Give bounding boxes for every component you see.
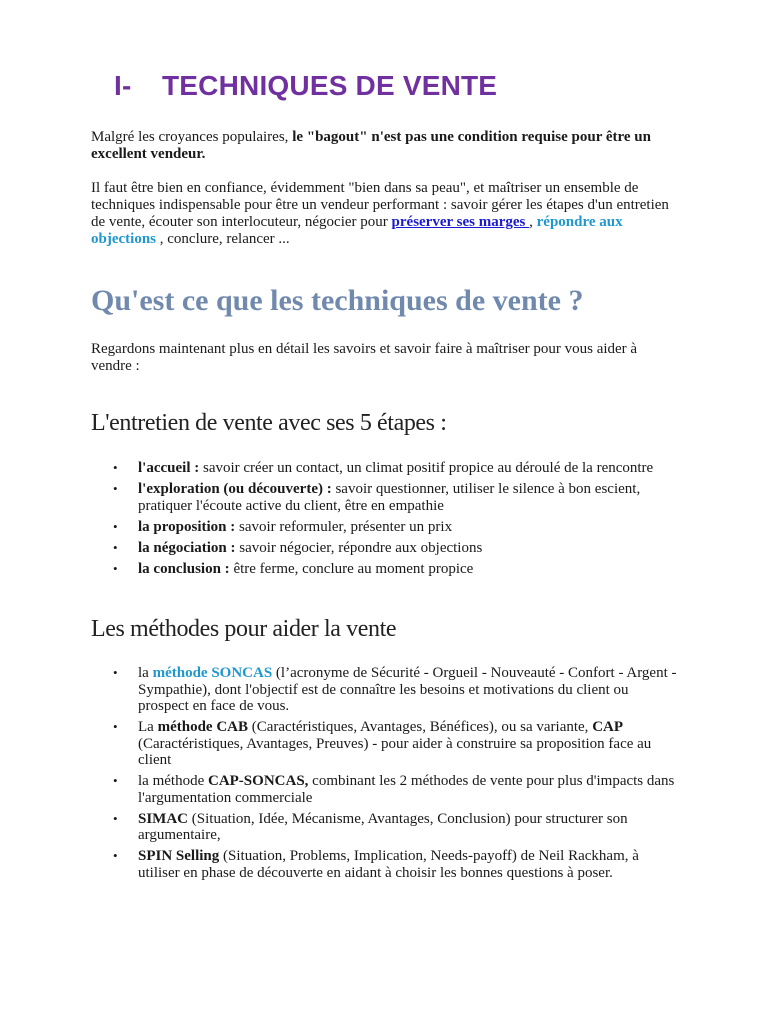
bullet: •	[113, 773, 118, 788]
method-prefix: la méthode	[138, 773, 208, 789]
method-desc: (l’acronyme de Sécurité - Orgueil - Nouveauté - Confort - Argent - Sympathie), dont l'objectif est de connaître les besoins et motivations du client ou prospect en face de vous.	[138, 665, 677, 714]
step-desc: savoir questionner, utiliser le silence à bon escient, pratiquer l'écoute active du client, être en empathie	[138, 481, 641, 514]
paragraph-text: Il faut être bien en confiance, évidemment "bien dans sa peau", et maîtriser un ensemble de techniques indispensable pour être un vendeur performant : savoir gérer les étapes d'un entretien de vente, écouter son interlocuteur, négocier pour	[91, 180, 669, 230]
method-variant-name: CAP	[592, 719, 624, 735]
method-name: SIMAC	[138, 810, 189, 827]
section-number: I-	[114, 70, 132, 101]
bullet: •	[113, 719, 118, 734]
page-title	[114, 70, 497, 102]
bullet: •	[113, 539, 118, 555]
method-desc: (Caractéristiques, Avantages, Bénéfices), ou sa variante,	[248, 719, 593, 735]
intro-text: Malgré les croyances populaires,	[91, 129, 293, 145]
step-desc: savoir négocier, répondre aux objections	[239, 539, 483, 556]
list-item	[91, 460, 681, 477]
step-term: la proposition :	[138, 518, 239, 535]
list-item	[91, 561, 681, 578]
method-desc: (Situation, Problems, Implication, Needs-payoff) de Neil Rackham, à utiliser en phase de découverte en aidant à choisir les bonnes questions à poser.	[138, 848, 639, 881]
bullet: •	[113, 460, 118, 475]
intro-paragraph	[91, 129, 681, 163]
step-term: l'accueil :	[138, 460, 203, 476]
subheading-steps: L'entretien de vente avec ses 5 étapes :	[91, 410, 447, 436]
paragraph-tail: , conclure, relancer ...	[156, 231, 290, 247]
step-term: l'exploration (ou découverte) :	[138, 481, 336, 497]
bullet: •	[113, 848, 118, 863]
list-item	[91, 519, 681, 536]
steps-list	[91, 460, 681, 582]
intro-section-paragraph: Regardons maintenant plus en détail les savoirs et savoir faire à maîtriser pour vous aider à vendre :	[91, 341, 638, 374]
method-prefix: la	[138, 665, 153, 681]
bullet: •	[113, 810, 118, 826]
method-name: méthode CAB	[157, 719, 248, 735]
confidence-paragraph	[91, 180, 681, 248]
step-term: la négociation :	[138, 539, 240, 556]
method-desc: (Situation, Idée, Mécanisme, Avantages, Conclusion) pour structurer son argumentaire,	[138, 810, 628, 843]
bullet: •	[113, 481, 118, 496]
step-term: la conclusion :	[138, 560, 234, 577]
methode-soncas-link[interactable]: méthode SONCAS	[152, 665, 273, 681]
list-item	[91, 719, 681, 769]
list-item	[91, 811, 681, 844]
bullet: •	[113, 560, 118, 576]
list-item	[91, 665, 681, 715]
step-desc: savoir reformuler, présenter un prix	[239, 518, 453, 535]
list-item	[91, 773, 681, 806]
step-desc: être ferme, conclure au moment propice	[233, 560, 474, 577]
subheading-methods: Les méthodes pour aider la vente	[91, 616, 397, 642]
separator-text: ,	[529, 214, 537, 230]
preserver-marges-link[interactable]: préserver ses marges	[391, 214, 530, 230]
repondre-objections-link[interactable]: répondre aux objections	[91, 214, 623, 247]
methods-list	[91, 665, 681, 886]
list-item	[91, 540, 681, 557]
list-item	[91, 848, 681, 881]
method-prefix: La	[138, 719, 158, 735]
step-desc: savoir créer un contact, un climat positif propice au déroulé de la rencontre	[202, 460, 654, 476]
method-desc: (Caractéristiques, Avantages, Preuves) - pour aider à construire sa proposition face au client	[138, 735, 652, 768]
intro-bold-text: le "bagout" n'est pas une condition requise pour être un excellent vendeur.	[91, 129, 651, 162]
bullet: •	[113, 518, 118, 534]
method-name: CAP-SONCAS,	[207, 773, 309, 789]
method-name: SPIN Selling	[138, 848, 220, 864]
method-desc: combinant les 2 méthodes de vente pour plus d'impacts dans l'argumentation commerciale	[138, 773, 675, 806]
bullet: •	[113, 665, 118, 680]
list-item	[91, 481, 681, 514]
title-text: TECHNIQUES DE VENTE	[162, 70, 498, 101]
section-heading: Qu'est ce que les techniques de vente ?	[91, 284, 584, 317]
